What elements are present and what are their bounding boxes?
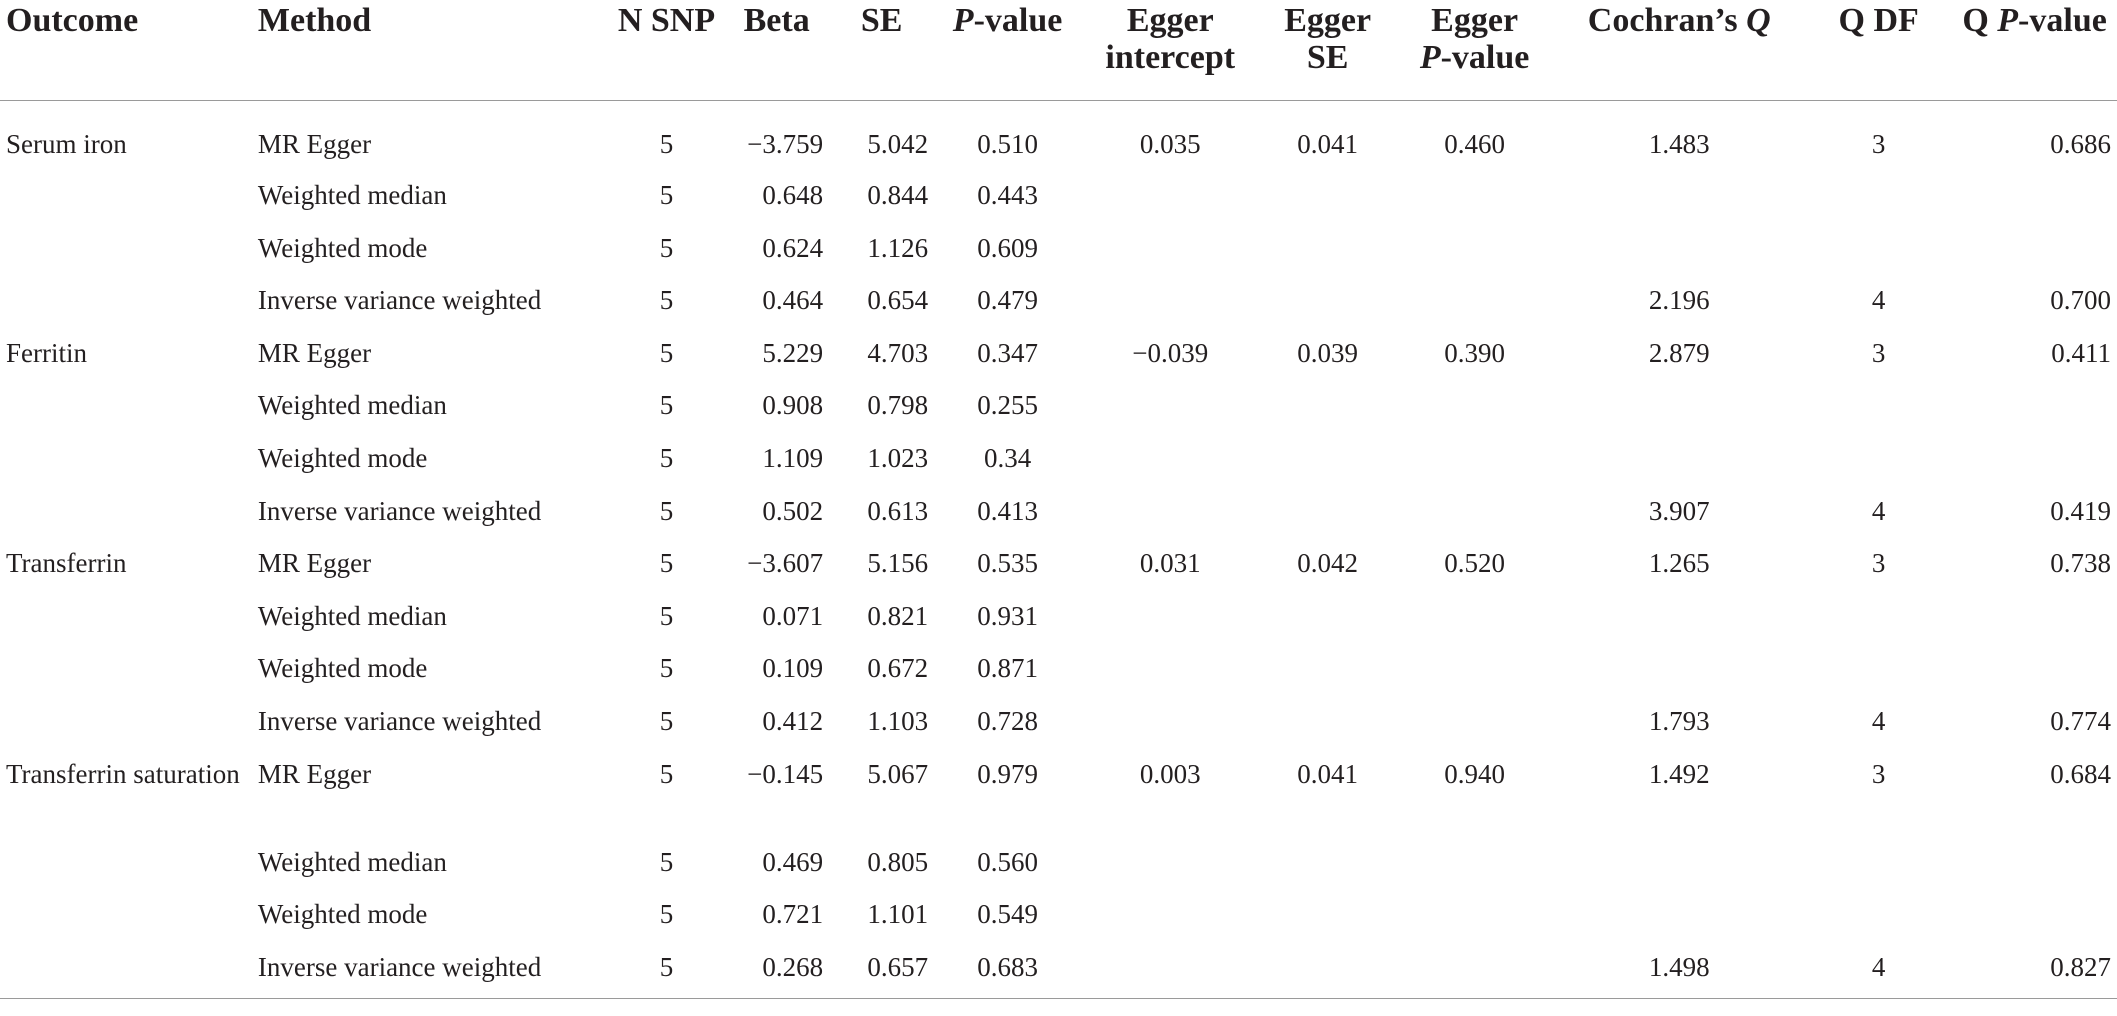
cell-p-value: 0.443 [977, 180, 1038, 210]
cell-egger-p-value [1396, 229, 1553, 282]
cell-se: 4.703 [867, 337, 929, 368]
cell-egger-intercept [1081, 948, 1259, 999]
table-row [0, 229, 2117, 282]
cell-p-value: 0.535 [977, 548, 1038, 579]
cell-method: Weighted mode [257, 232, 428, 263]
header-se: SE [829, 0, 934, 100]
cell-se: 0.672 [867, 653, 929, 684]
cell-outcome: Transferrin saturation [6, 758, 240, 789]
table-row [0, 176, 2117, 229]
table-row [0, 597, 2117, 650]
cell-n-snp: 5 [659, 548, 674, 579]
cell-beta: 0.071 [762, 600, 824, 631]
header-method: Method [252, 0, 609, 100]
cell-se: 0.657 [829, 948, 934, 999]
cell-method: Inverse variance weighted [257, 705, 542, 736]
table-row [0, 100, 2117, 176]
header-cochrans-q: Cochran’s Q [1553, 0, 1805, 100]
cell-se: 1.023 [867, 442, 929, 473]
header-row [0, 0, 2117, 100]
cell-outcome [0, 492, 252, 545]
cell-cochrans-q: 2.196 [1648, 285, 1710, 316]
cell-outcome [0, 281, 252, 334]
cell-outcome: Serum iron [6, 128, 127, 159]
cell-n-snp: 5 [659, 337, 674, 368]
cell-q-p-value [1952, 386, 2117, 439]
cell-egger-intercept [1081, 702, 1259, 755]
cell-egger-p-value [1396, 649, 1553, 702]
table-row [0, 755, 2117, 843]
cell-se: 1.126 [867, 232, 929, 263]
cell-q-p-value: 0.686 [2050, 128, 2111, 159]
cell-egger-se: 0.042 [1297, 548, 1359, 579]
cell-method: Weighted mode [257, 653, 428, 684]
cell-cochrans-q [1553, 386, 1805, 439]
table-row [0, 895, 2117, 948]
cell-beta: −3.607 [747, 548, 824, 579]
cell-q-df [1805, 597, 1952, 650]
cell-outcome [0, 386, 252, 439]
cell-egger-p-value [1396, 948, 1553, 999]
header-q-p-value: Q P-value [1952, 0, 2117, 100]
table-row [0, 439, 2117, 492]
cell-se: 5.067 [867, 758, 929, 789]
cell-egger-p-value: 0.460 [1444, 128, 1505, 159]
cell-q-df: 4 [1805, 948, 1952, 999]
cell-se: 5.042 [867, 128, 929, 159]
cell-egger-se [1259, 702, 1395, 755]
cell-method: Weighted mode [257, 899, 428, 930]
cell-beta: 0.464 [762, 285, 824, 316]
cell-outcome [0, 948, 252, 999]
cell-beta: 0.908 [762, 390, 824, 421]
cell-q-p-value: 0.684 [2050, 758, 2111, 789]
cell-beta: 0.469 [762, 846, 824, 877]
cell-method: Weighted median [257, 390, 447, 421]
cell-n-snp: 5 [659, 285, 674, 316]
cell-egger-p-value: 0.940 [1444, 758, 1505, 789]
cell-outcome: Ferritin [6, 337, 87, 368]
cell-n-snp: 5 [659, 442, 674, 473]
cell-beta: −0.145 [747, 758, 824, 789]
cell-p-value: 0.871 [977, 653, 1038, 684]
cell-beta: 0.109 [762, 653, 824, 684]
cell-q-df [1805, 386, 1952, 439]
cell-n-snp: 5 [609, 948, 724, 999]
cell-p-value: 0.728 [977, 705, 1038, 736]
cell-q-p-value: 0.738 [2050, 548, 2111, 579]
header-egger-p-value: Egger P-value [1396, 0, 1553, 100]
cell-method: MR Egger [257, 758, 372, 789]
cell-egger-se: 0.041 [1297, 758, 1359, 789]
cell-outcome [0, 439, 252, 492]
cell-egger-se [1259, 843, 1395, 896]
cell-cochrans-q [1553, 439, 1805, 492]
cell-egger-intercept: 0.003 [1139, 758, 1201, 789]
header-egger-intercept: Egger intercept [1081, 0, 1259, 100]
cell-p-value: 0.510 [977, 128, 1038, 159]
cell-beta: 0.412 [762, 705, 824, 736]
cell-method: Weighted mode [257, 442, 428, 473]
cell-egger-se: 0.039 [1297, 337, 1359, 368]
table-body [0, 100, 2117, 998]
cell-p-value: 0.347 [977, 337, 1038, 368]
cell-beta: 1.109 [762, 442, 824, 473]
cell-egger-p-value [1396, 843, 1553, 896]
cell-n-snp: 5 [659, 846, 674, 877]
cell-p-value: 0.683 [934, 948, 1081, 999]
header-p-value: P-value [934, 0, 1081, 100]
cell-egger-intercept [1081, 229, 1259, 282]
cell-egger-p-value [1396, 176, 1553, 229]
cell-cochrans-q [1553, 176, 1805, 229]
cell-q-p-value [1952, 439, 2117, 492]
cell-egger-se [1259, 281, 1395, 334]
cell-egger-p-value [1396, 492, 1553, 545]
cell-q-df [1805, 229, 1952, 282]
cell-p-value: 0.34 [983, 442, 1032, 473]
cell-egger-se [1259, 948, 1395, 999]
cell-q-p-value [1952, 229, 2117, 282]
cell-q-df [1805, 439, 1952, 492]
cell-p-value: 0.255 [977, 390, 1038, 421]
cell-egger-p-value: 0.390 [1444, 337, 1505, 368]
cell-cochrans-q: 1.483 [1648, 128, 1710, 159]
cell-method: MR Egger [257, 337, 372, 368]
cell-method: Inverse variance weighted [257, 495, 542, 526]
cell-q-df: 3 [1871, 548, 1886, 579]
table-row [0, 544, 2117, 597]
cell-q-df [1805, 843, 1952, 896]
cell-q-p-value: 0.700 [2050, 285, 2111, 316]
table-row [0, 492, 2117, 545]
cell-q-p-value: 0.419 [2050, 495, 2111, 526]
cell-se: 0.613 [867, 495, 929, 526]
header-beta: Beta [724, 0, 829, 100]
cell-egger-intercept [1081, 439, 1259, 492]
cell-se: 1.101 [867, 899, 929, 930]
cell-cochrans-q [1553, 649, 1805, 702]
cell-egger-intercept: −0.039 [1132, 337, 1209, 368]
cell-beta: 0.268 [724, 948, 829, 999]
cell-egger-se [1259, 229, 1395, 282]
cell-egger-p-value: 0.520 [1444, 548, 1505, 579]
cell-egger-se [1259, 895, 1395, 948]
cell-se: 0.798 [867, 390, 929, 421]
cell-p-value: 0.560 [977, 846, 1038, 877]
cell-n-snp: 5 [659, 128, 674, 159]
table-row [0, 948, 2117, 999]
header-q-df: Q DF [1805, 0, 1952, 100]
cell-q-p-value [1952, 597, 2117, 650]
cell-beta: 0.648 [762, 180, 824, 210]
table-row [0, 649, 2117, 702]
cell-outcome [0, 895, 252, 948]
cell-cochrans-q [1553, 597, 1805, 650]
cell-egger-p-value [1396, 597, 1553, 650]
cell-egger-p-value [1396, 702, 1553, 755]
cell-egger-intercept [1081, 176, 1259, 229]
table-row [0, 386, 2117, 439]
cell-q-p-value [1952, 649, 2117, 702]
cell-se: 0.844 [867, 180, 929, 210]
cell-q-df [1805, 895, 1952, 948]
cell-beta: 5.229 [762, 337, 824, 368]
cell-egger-p-value [1396, 439, 1553, 492]
table-row [0, 281, 2117, 334]
cell-egger-p-value [1396, 386, 1553, 439]
cell-q-df: 4 [1871, 495, 1886, 526]
cell-n-snp: 5 [659, 899, 674, 930]
cell-p-value: 0.549 [977, 899, 1038, 930]
cell-cochrans-q: 1.265 [1648, 548, 1710, 579]
cell-q-df: 4 [1871, 285, 1886, 316]
cell-q-p-value [1952, 176, 2117, 229]
cell-outcome [0, 649, 252, 702]
cell-egger-se [1259, 597, 1395, 650]
cell-q-p-value [1952, 895, 2117, 948]
cell-method: Inverse variance weighted [257, 285, 542, 316]
cell-n-snp: 5 [659, 232, 674, 263]
cell-outcome [0, 229, 252, 282]
cell-cochrans-q [1553, 843, 1805, 896]
table-row [0, 334, 2117, 387]
cell-outcome [0, 597, 252, 650]
cell-method: Inverse variance weighted [252, 948, 609, 999]
cell-egger-intercept [1081, 281, 1259, 334]
cell-q-df: 3 [1871, 337, 1886, 368]
cell-q-p-value: 0.411 [2051, 337, 2111, 368]
cell-q-df: 4 [1871, 705, 1886, 736]
cell-n-snp: 5 [659, 495, 674, 526]
cell-method: MR Egger [257, 128, 372, 159]
cell-method: Weighted median [257, 846, 447, 877]
cell-q-p-value [1952, 843, 2117, 896]
cell-p-value: 0.479 [977, 285, 1038, 316]
cell-egger-p-value [1396, 895, 1553, 948]
cell-egger-intercept [1081, 492, 1259, 545]
cell-egger-intercept [1081, 895, 1259, 948]
cell-method: Weighted median [257, 180, 447, 210]
cell-cochrans-q [1553, 229, 1805, 282]
cell-se: 0.821 [867, 600, 929, 631]
cell-p-value: 0.609 [977, 232, 1038, 263]
cell-egger-intercept [1081, 386, 1259, 439]
header-outcome: Outcome [0, 0, 252, 100]
cell-n-snp: 5 [659, 653, 674, 684]
cell-egger-intercept: 0.035 [1139, 128, 1201, 159]
cell-se: 0.654 [867, 285, 929, 316]
cell-q-p-value: 0.827 [1952, 948, 2117, 999]
cell-beta: 0.624 [762, 232, 824, 263]
cell-egger-intercept: 0.031 [1139, 548, 1201, 579]
cell-cochrans-q: 3.907 [1648, 495, 1710, 526]
cell-n-snp: 5 [659, 180, 674, 210]
cell-egger-intercept [1081, 597, 1259, 650]
cell-outcome: Transferrin [6, 548, 127, 579]
cell-n-snp: 5 [659, 390, 674, 421]
cell-egger-se [1259, 176, 1395, 229]
cell-egger-intercept [1081, 843, 1259, 896]
cell-method: MR Egger [257, 548, 372, 579]
cell-beta: −3.759 [747, 128, 824, 159]
cell-egger-p-value [1396, 281, 1553, 334]
cell-outcome [0, 843, 252, 896]
cell-n-snp: 5 [659, 600, 674, 631]
cell-q-df: 3 [1871, 758, 1886, 789]
cell-q-df: 3 [1871, 128, 1886, 159]
cell-p-value: 0.413 [977, 495, 1038, 526]
cell-cochrans-q: 1.492 [1648, 758, 1710, 789]
cell-p-value: 0.931 [977, 600, 1038, 631]
cell-method: Weighted median [257, 600, 447, 631]
cell-cochrans-q [1553, 895, 1805, 948]
cell-beta: 0.721 [762, 899, 824, 930]
cell-egger-se: 0.041 [1297, 128, 1359, 159]
cell-n-snp: 5 [659, 758, 674, 789]
cell-egger-se [1259, 439, 1395, 492]
cell-se: 5.156 [867, 548, 929, 579]
cell-p-value: 0.979 [977, 758, 1038, 789]
cell-cochrans-q: 1.498 [1553, 948, 1805, 999]
cell-q-p-value: 0.774 [2050, 705, 2111, 736]
cell-egger-intercept [1081, 649, 1259, 702]
cell-egger-se [1259, 649, 1395, 702]
cell-n-snp: 5 [659, 705, 674, 736]
cell-se: 1.103 [867, 705, 929, 736]
cell-cochrans-q: 2.879 [1648, 337, 1710, 368]
cell-egger-se [1259, 386, 1395, 439]
cell-beta: 0.502 [762, 495, 824, 526]
cell-outcome [0, 176, 252, 229]
cell-q-df [1805, 176, 1952, 229]
cell-outcome [0, 702, 252, 755]
cell-se: 0.805 [867, 846, 929, 877]
cell-q-df [1805, 649, 1952, 702]
cell-egger-se [1259, 492, 1395, 545]
header-egger-se: Egger SE [1259, 0, 1395, 100]
table-row [0, 843, 2117, 896]
header-n-snp: N SNP [609, 0, 724, 100]
cell-cochrans-q: 1.793 [1648, 705, 1710, 736]
table-row [0, 702, 2117, 755]
